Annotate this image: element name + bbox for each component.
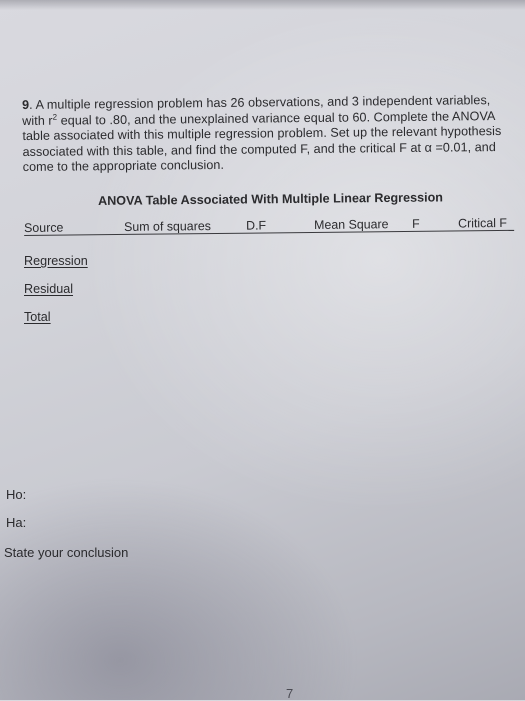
conclusion-prompt: State your conclusion <box>4 545 129 560</box>
null-hypothesis-label: Ho: <box>6 487 27 502</box>
question-text <box>22 93 513 176</box>
page-edge-shadow <box>0 0 525 10</box>
column-header-df: D.F <box>246 218 267 233</box>
r-squared-superscript: 2 <box>52 112 58 122</box>
anova-header-row <box>24 213 514 240</box>
page-number: 7 <box>286 686 294 701</box>
row-label-total: Total <box>24 310 51 324</box>
column-header-source: Source <box>24 220 64 235</box>
column-header-critical-f: Critical F <box>458 215 508 231</box>
question-text-part2: equal to .80, and the unexplained variance equal to 60. Complete the ANOVA table associated with this multiple regression problem. Set up the relevant hypothesis associated with this table, and find the computed F, and the critical F at α =0.01, and come to the appropriate conclusion. <box>22 108 502 175</box>
column-header-sum-of-squares: Sum of squares <box>124 219 211 234</box>
column-header-mean-square: Mean Square <box>314 217 389 232</box>
row-label-residual: Residual <box>24 282 74 296</box>
anova-table-title: ANOVA Table Associated With Multiple Linear Regression <box>98 190 444 208</box>
alternative-hypothesis-label: Ha: <box>6 515 27 530</box>
column-header-f: F <box>412 216 420 231</box>
question-text-part1: . A multiple regression problem has 26 observations, and 3 independent variables, with r <box>22 93 491 128</box>
header-underline <box>24 230 514 236</box>
question-number: 9 <box>22 97 30 112</box>
row-label-regression: Regression <box>24 254 88 268</box>
